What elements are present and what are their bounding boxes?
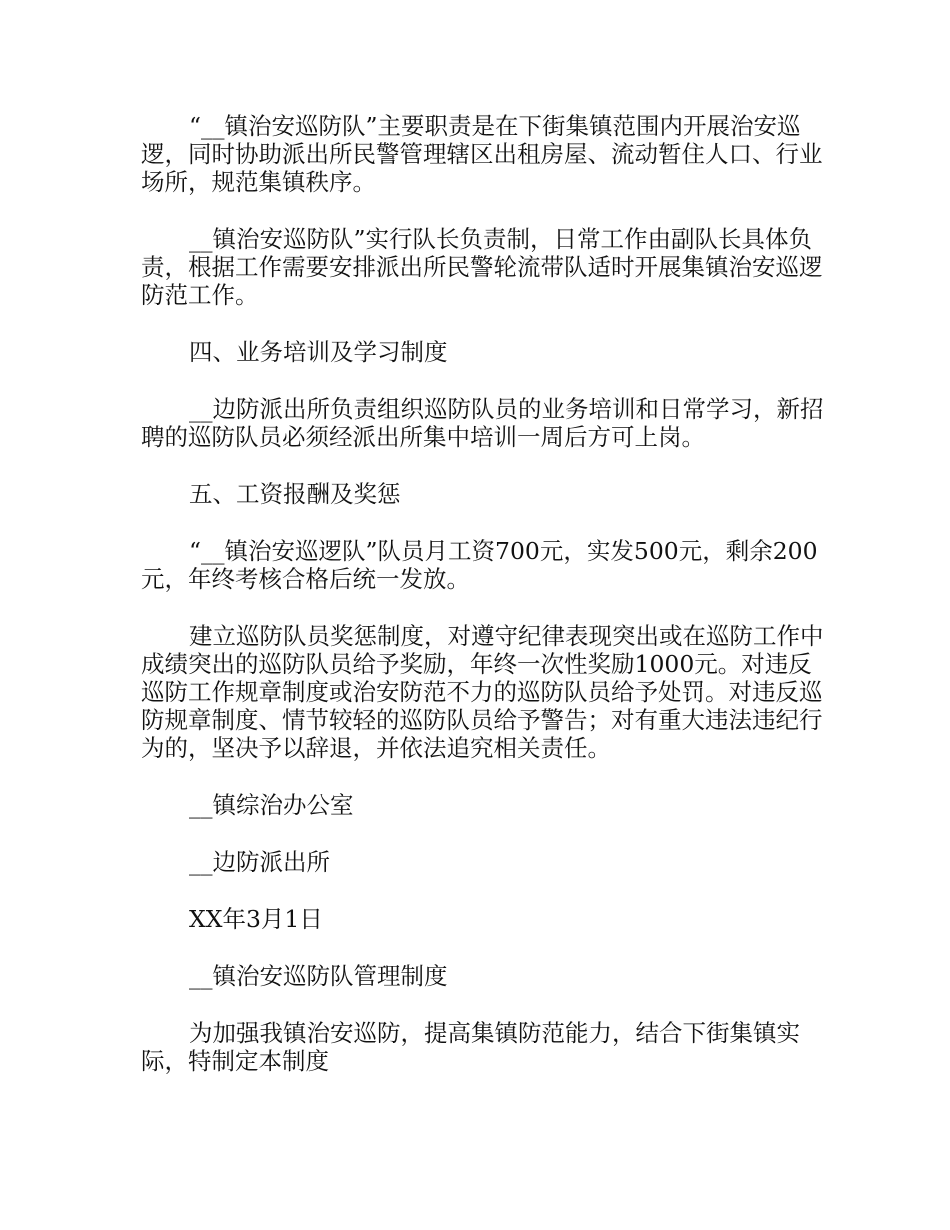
paragraph-training: __边防派出所负责组织巡防队员的业务培训和日常学习，新招聘的巡防队员必须经派出所集中培训一周后方可上岗。 xyxy=(141,395,824,451)
document-date: XX年3月1日 xyxy=(189,905,323,933)
paragraph-duties: “__镇治安巡防队”主要职责是在下街集镇范围内开展治安巡逻，同时协助派出所民警管理辖区出租房屋、流动暂住人口、行业场所，规范集镇秩序。 xyxy=(141,112,823,196)
paragraph-rewards-penalties: 建立巡防队员奖惩制度，对遵守纪律表现突出或在巡防工作中成绩突出的巡防队员给予奖励，年终一次性奖励1000元。对违反巡防工作规章制度或治安防范不力的巡防队员给予处罚。对违反巡防规章制度、情节较轻的巡防队员给予警告；对有重大违法违纪行为的，坚决予以辞退，并依法追究相关责任。 xyxy=(141,622,824,762)
section-heading-salary: 五、工资报酬及奖惩 xyxy=(189,480,401,508)
paragraph-salary: “__镇治安巡逻队”队员月工资700元，实发500元，剩余200元，年终考核合格后统一发放。 xyxy=(141,537,818,593)
signature-police-station: __边防派出所 xyxy=(189,848,330,876)
document-page xyxy=(141,112,831,1075)
paragraph-introduction: 为加强我镇治安巡防，提高集镇防范能力，结合下街集镇实际，特制定本制度 xyxy=(141,1019,800,1075)
paragraph-captain-responsibility: __镇治安巡防队”实行队长负责制，日常工作由副队长具体负责，根据工作需要安排派出所民警轮流带队适时开展集镇治安巡逻防范工作。 xyxy=(141,225,823,309)
document-title-management-rules: __镇治安巡防队管理制度 xyxy=(189,962,448,990)
signature-office: __镇综治办公室 xyxy=(189,791,354,819)
section-heading-training: 四、业务培训及学习制度 xyxy=(189,338,448,366)
